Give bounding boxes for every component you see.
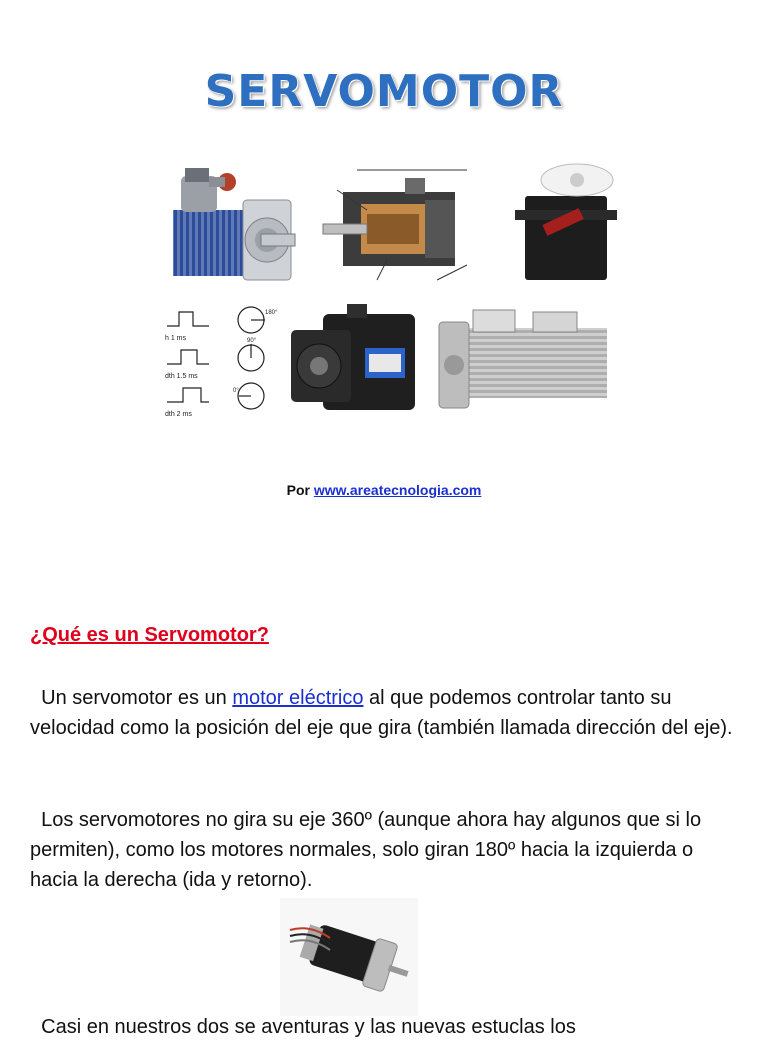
byline-prefix: Por [286,482,310,498]
hobby-servo-image [507,160,627,294]
angle-label-180: 180° [265,310,277,316]
pwm-timing-diagram [165,300,277,424]
website-link[interactable]: www.areatecnologia.com [313,482,482,498]
angle-label-90: 90° [247,338,257,344]
section-heading: ¿Qué es un Servomotor? [30,624,269,646]
byline [0,482,768,498]
paragraph-rotation-text: Los servomotores no gira su eje 360º (aunque ahora hay algunos que si lo permiten), como los motores normales, solo giran 180º hacia la izquierda o hacia la derecha (ida y retorno). [30,809,702,891]
pulse-label-1ms: h 1 ms [165,335,187,342]
paragraph-definition [30,683,740,743]
pulse-label-1-5ms: dth 1.5 ms [165,373,198,380]
dc-motor-image [280,898,418,1016]
motor-electrico-link[interactable]: motor eléctrico [232,687,364,709]
paragraph-cutoff [30,1012,740,1042]
angle-label-0: 0° [233,388,239,394]
black-servomotor-image [283,300,427,424]
cutaway-diagram-image [317,160,485,294]
servomotor-image-collage [165,160,627,424]
paragraph-definition-start: Un servomotor es un [41,687,233,709]
blue-servomotor-image [165,160,299,294]
paragraph-rotation [30,805,740,895]
paragraph-cutoff-text: Casi en nuestros dos se aventuras y las nuevas estuclas los [41,1016,576,1038]
page-title: SERVOMOTOR [204,66,564,117]
silver-motor-image [433,300,627,424]
pulse-label-2ms: dth 2 ms [165,411,192,418]
paragraph-definition-end: al que podemos controlar tanto su velocidad como la posición del eje que gira (también llamada dirección del eje). [30,687,733,739]
